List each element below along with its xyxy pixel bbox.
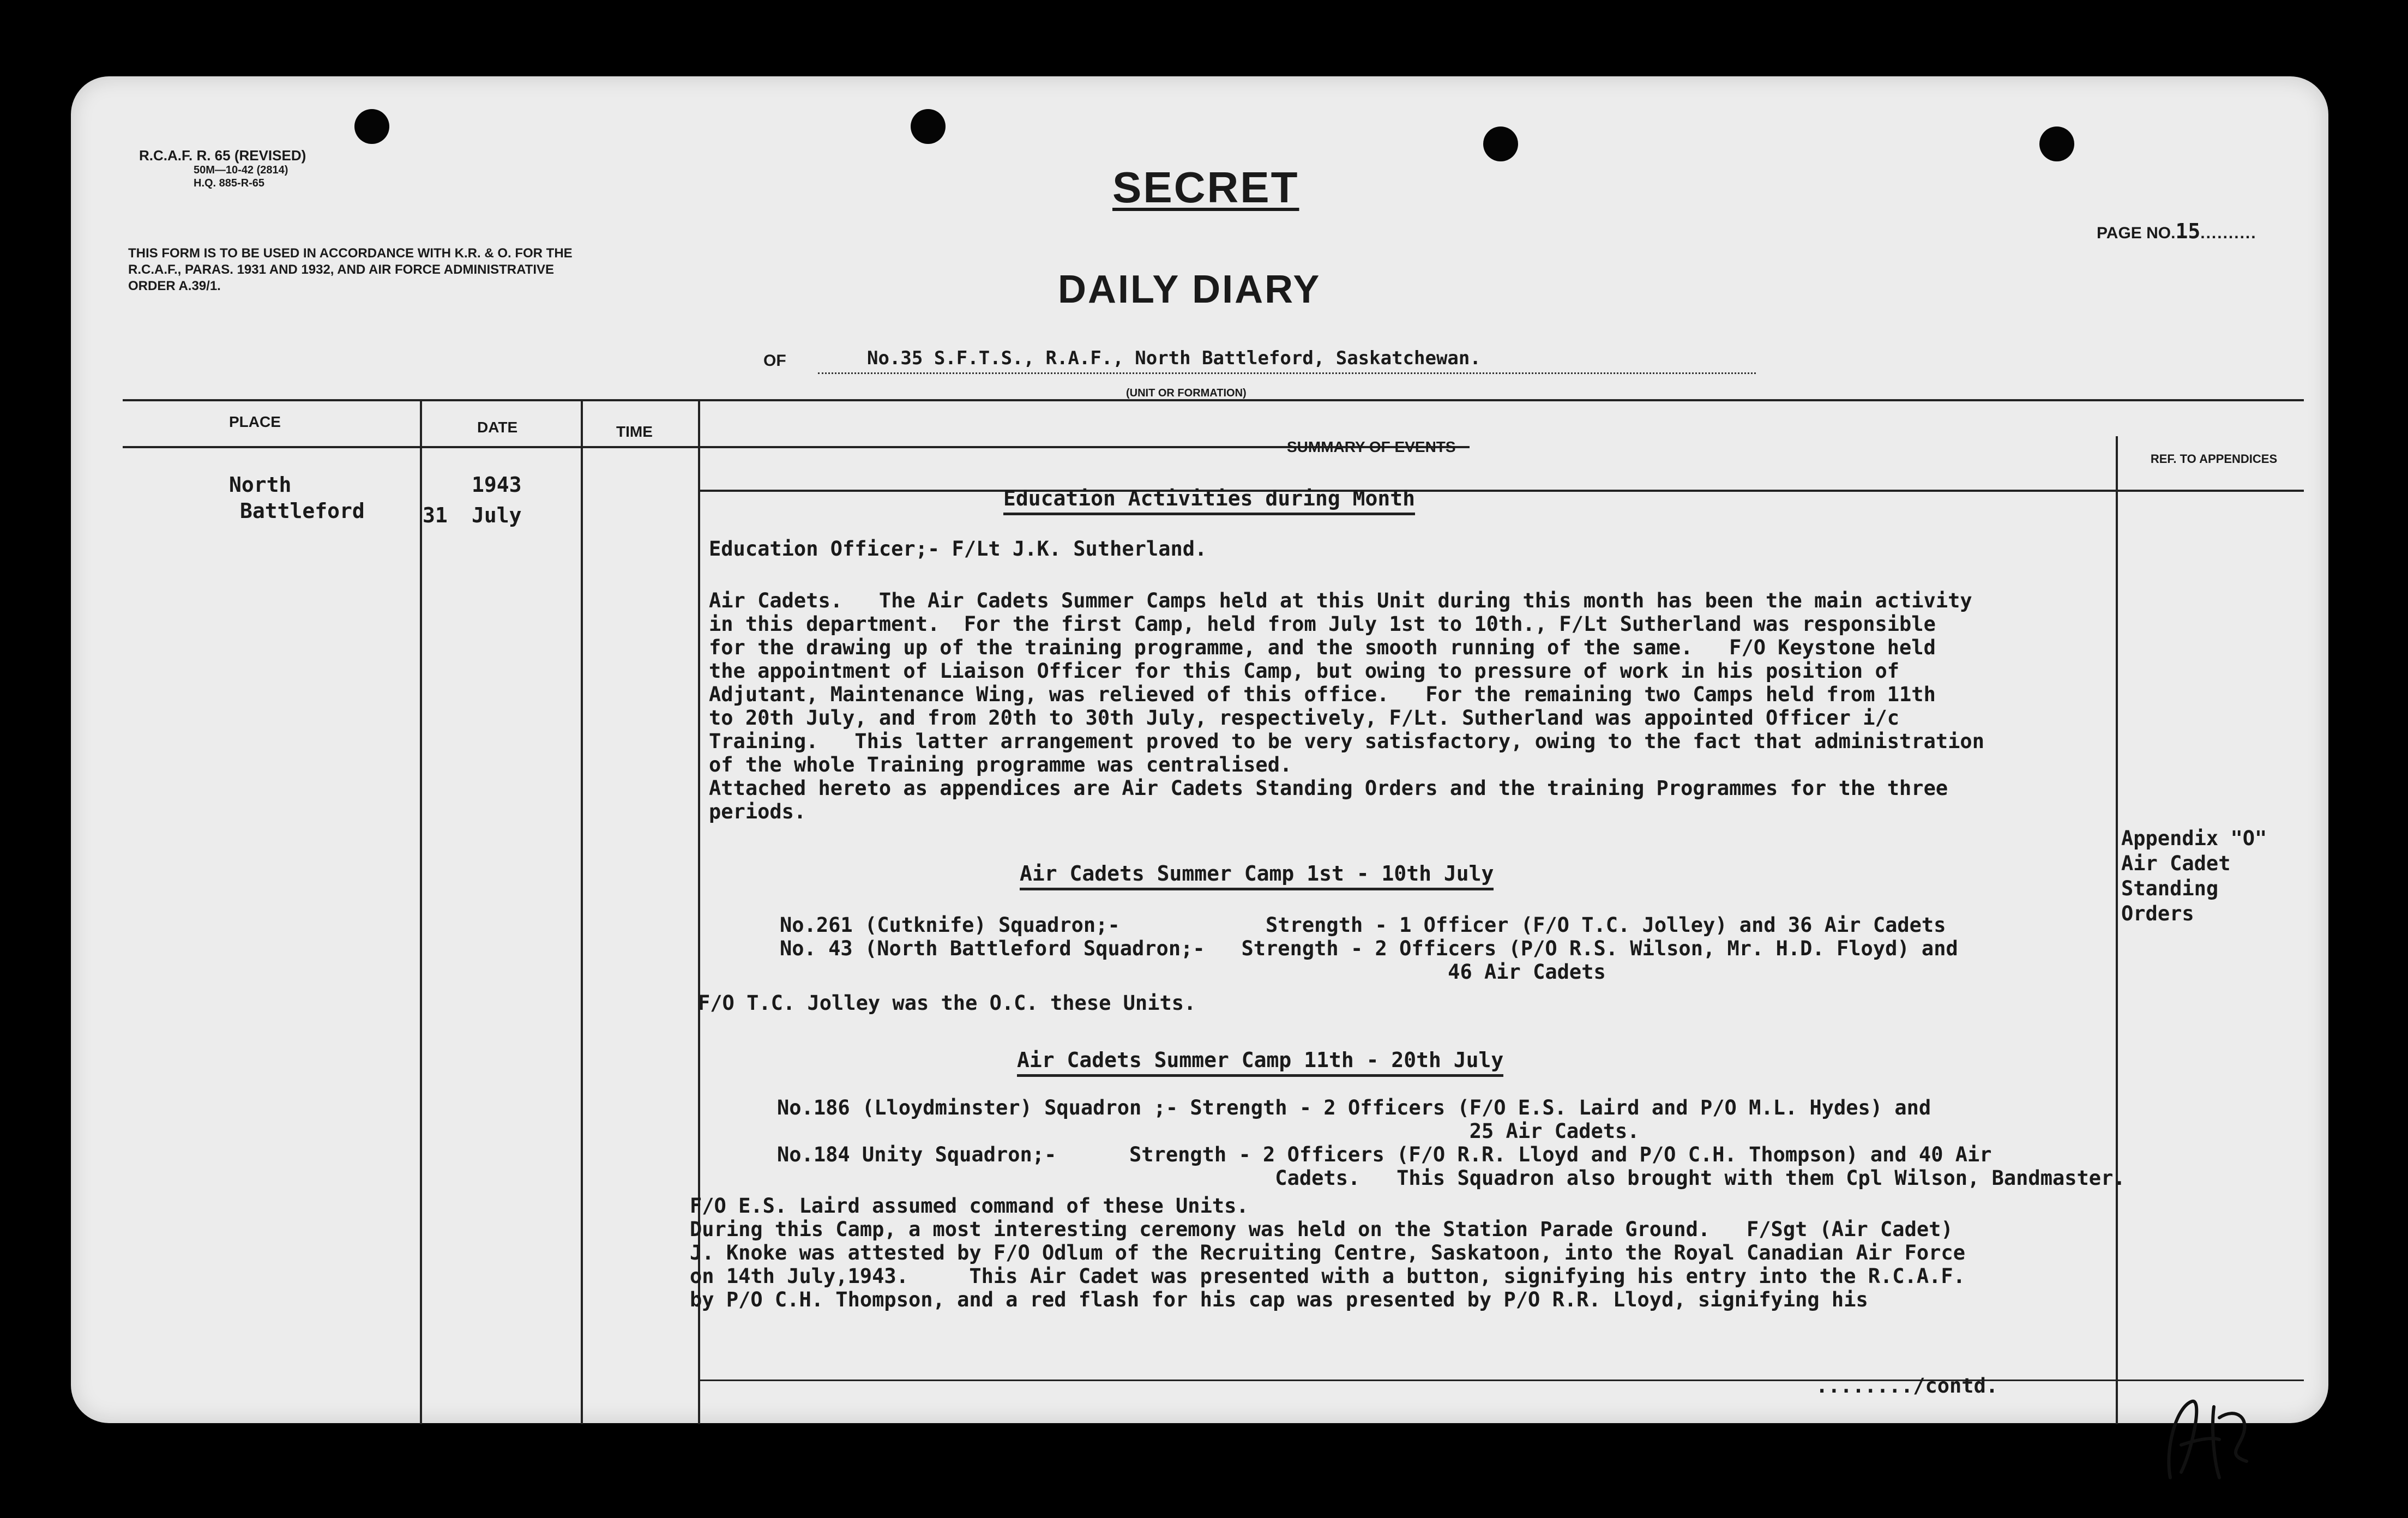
form-code-sub1: 50M—10-42 (2814) (194, 164, 288, 176)
paragraph-line: Air Cadets. The Air Cadets Summer Camps held at this Unit during this month has been the main activity (709, 589, 1972, 612)
place-line1: North (229, 473, 292, 497)
form-notice: THIS FORM IS TO BE USED IN ACCORDANCE WITH K.R. & O. FOR THE R.C.A.F., PARAS. 1931 AND 1932, AND AIR FORCE ADMINISTRATIVE ORDER A.39/1. (128, 246, 573, 293)
column-divider (2116, 436, 2118, 1424)
appendix-reference (2121, 826, 2267, 926)
form-code (139, 147, 306, 190)
column-divider (581, 399, 583, 1424)
paragraph-line: by P/O C.H. Thompson, and a red flash for his cap was presented by P/O R.R. Lloyd, signifying his (690, 1288, 1868, 1311)
form-code-title: R.C.A.F. R. 65 (REVISED) (139, 147, 306, 164)
table-bottom-rule (698, 1380, 2304, 1381)
squadron-line: No. 43 (North Battleford Squadron;- Strength - 2 Officers (P/O R.S. Wilson, Mr. H.D. Floyd) and (780, 937, 1958, 960)
squadron-line: No.261 (Cutknife) Squadron;- Strength - 1 Officer (F/O T.C. Jolley) and 36 Air Cadets (780, 913, 1946, 937)
unit-line (763, 347, 1756, 370)
squadron-line: 25 Air Cadets. (777, 1119, 1640, 1143)
place-line2: Battleford (240, 499, 365, 523)
air-cadets-paragraph (709, 589, 1984, 823)
paragraph-line: J. Knoke was attested by F/O Odlum of the Recruiting Centre, Saskatoon, into the Royal Canadian Air Force (690, 1241, 1965, 1264)
squadron-line: No.186 (Lloydminster) Squadron ;- Strength - 2 Officers (F/O E.S. Laird and P/O M.L. Hydes) and (777, 1096, 1931, 1119)
appendix-line: Appendix "O" (2121, 827, 2267, 850)
heading-camp2-text: Air Cadets Summer Camp 11th - 20th July (1017, 1048, 1504, 1072)
table-top-rule (123, 399, 2304, 401)
paragraph-line: periods. (709, 800, 806, 823)
paragraph-line: Adjutant, Maintenance Wing, was relieved of this office. For the remaining two Camps held from 11th (709, 683, 1936, 706)
paragraph-line: for the drawing up of the training programme, and the smooth running of the same. F/O Keystone held (709, 636, 1936, 659)
column-header-summary: SUMMARY OF EVENTS (1287, 438, 1456, 455)
appendix-line: Air Cadet (2121, 852, 2231, 875)
paragraph-line: to 20th July, and from 20th to 30th July, respectively, F/Lt. Sutherland was appointed Officer i/c (709, 706, 1900, 730)
education-officer: Education Officer;- F/Lt J.K. Sutherland. (709, 537, 1207, 561)
paragraph-line: in this department. For the first Camp, held from July 1st to 10th., F/Lt Sutherland was responsible (709, 612, 1936, 636)
paragraph-line: Training. This latter arrangement proved to be very satisfactory, owing to the fact that administration (709, 730, 1984, 753)
paragraph-line: of the whole Training programme was centralised. (709, 753, 1292, 776)
handwritten-initials (2159, 1385, 2258, 1489)
ceremony-paragraph (690, 1194, 1965, 1311)
entry-year: 1943 (472, 473, 522, 497)
column-header-place: PLACE (229, 413, 281, 430)
heading-camp1-text: Air Cadets Summer Camp 1st - 10th July (1020, 862, 1494, 886)
continued-marker: ......../contd. (1816, 1374, 1998, 1397)
column-header-date: DATE (477, 419, 518, 436)
squadron-line: Cadets. This Squadron also brought with them Cpl Wilson, Bandmaster. (777, 1166, 2126, 1190)
heading-camp1 (1020, 862, 1494, 890)
secret-heading: SECRET (1112, 163, 1299, 212)
paragraph-line: During this Camp, a most interesting ceremony was held on the Station Parade Ground. F/Sgt (Air Cadet) (690, 1218, 1953, 1241)
entry-month: July (472, 503, 522, 527)
header-rule-left (123, 446, 1470, 448)
heading-camp2 (1017, 1048, 1503, 1077)
entry-day: 31 (423, 503, 448, 527)
punch-hole (911, 109, 946, 144)
squadron-line: 46 Air Cadets (780, 960, 1606, 984)
punch-hole (2039, 126, 2074, 161)
diary-form-card (71, 76, 2328, 1423)
camp1-squadrons (780, 913, 1958, 984)
paragraph-line: Attached hereto as appendices are Air Cadets Standing Orders and the training Programmes for the three (709, 776, 1948, 800)
column-header-ref: REF. TO APPENDICES (2150, 452, 2278, 466)
camp2-squadrons (777, 1096, 2126, 1190)
form-code-sub2: H.Q. 885-R-65 (194, 177, 265, 189)
page-title: DAILY DIARY (1058, 268, 1321, 311)
paragraph-line: the appointment of Liaison Officer for this Camp, but owing to pressure of work in his position of (709, 659, 1900, 683)
of-label: OF (763, 352, 786, 370)
page-number-label: PAGE NO. (2097, 224, 2176, 242)
squadron-line: No.184 Unity Squadron;- Strength - 2 Officers (F/O R.R. Lloyd and P/O C.H. Thompson) and 40 Air (777, 1143, 1992, 1166)
header-rule-right (698, 490, 2304, 492)
page-number: PAGE NO.15.......... (2097, 219, 2257, 243)
unit-name: No.35 S.F.T.S., R.A.F., North Battleford, Saskatchewan. (867, 347, 1481, 369)
punch-hole (1483, 126, 1518, 161)
appendix-line: Standing (2121, 877, 2219, 900)
bleed-through-text (202, 1232, 212, 1252)
page-number-value: 15 (2175, 219, 2201, 243)
unit-caption: (UNIT OR FORMATION) (1126, 387, 1247, 399)
paragraph-line: F/O E.S. Laird assumed command of these Units. (690, 1194, 1249, 1218)
heading-education-text: Education Activities during Month (1003, 486, 1415, 510)
column-divider (420, 399, 422, 1424)
appendix-line: Orders (2121, 902, 2194, 925)
camp1-oc: F/O T.C. Jolley was the O.C. these Units. (698, 991, 1196, 1015)
column-header-time: TIME (616, 423, 653, 440)
paragraph-line: on 14th July,1943. This Air Cadet was presented with a button, signifying his entry into the R.C.A.F. (690, 1264, 1965, 1288)
heading-education (1003, 486, 1415, 515)
punch-hole (354, 109, 389, 144)
